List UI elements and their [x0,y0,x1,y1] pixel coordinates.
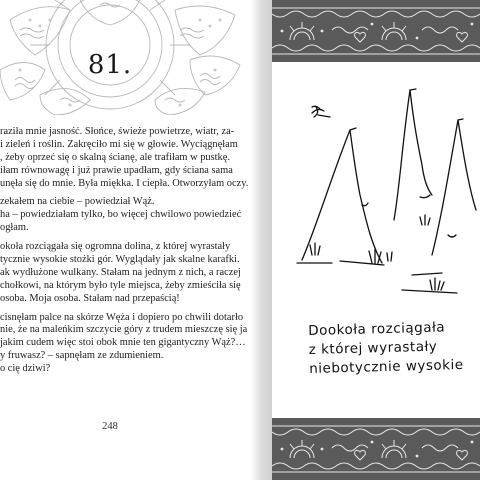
text-line: zekałem na ciebie – powiedział Wąż. [0,196,155,208]
text-line: okoła rozciągała się ogromna dolina, z której wyrastały [0,241,231,253]
right-page [272,0,480,480]
text-line: iłam równowagę i już prawie upadłam, gdy ściana sama [0,164,233,176]
text-line: y fruwasz? – sapnęłam ze zdumieniem. [0,350,164,362]
text-line: ha – powiedziałam tylko, bo więcej chwilowo powiedzieć [0,209,242,221]
chapter-number: 81. [87,50,133,80]
text-line: jakim cudem więc stoi obok mnie ten gigantyczny Wąż?… [0,337,246,349]
text-line: osoba. Moja osoba. Stałam nad przepaścią! [0,292,180,304]
caption-line: Dookoła rozciągała [308,319,446,339]
chapter-body-text [0,126,248,376]
text-line: raziła mnie jasność. Słońce, świeże powietrze, wiatr, za- [0,126,235,137]
caption-line: niebotycznie wysokie [309,356,464,377]
text-line: i zieleń i roślin. Zakręciło mi się w głowie. Wyciągnęłam [0,138,238,150]
text-line: o cię dziwi? [0,363,51,375]
mountains-illustration [272,85,480,305]
page-number: 248 [102,421,118,432]
decorative-band-bottom [272,418,480,480]
text-line: ogłam. [0,222,29,234]
text-line: tycznie wysokie stożki gór. Wyglądały jak skalne karafki. [0,254,240,266]
text-line: ak wydłużone wulkany. Stałam na jednym z nich, a raczej [0,266,241,278]
text-line: chołkowi, na którym było tyle miejsca, żeby zmieściła się [0,279,241,291]
book-gutter [250,0,272,480]
caption-line: z której wyrastały [308,338,438,358]
text-line: cisnęłam palce na skórze Węża i dopiero po chwili dotarło [0,311,244,323]
handwritten-caption [308,317,480,378]
text-line: nie, że na maleńkim szczycie góry z trudem mieszczę się ja [0,324,248,336]
decorative-band-top [272,0,480,62]
text-line: unęła się do mnie. Była miękka. I ciepła. Otworzyłam oczy. [0,177,248,189]
text-line: , żeby oprzeć się o skalną ścianę, ale trafiłam w pustkę. [0,151,230,163]
